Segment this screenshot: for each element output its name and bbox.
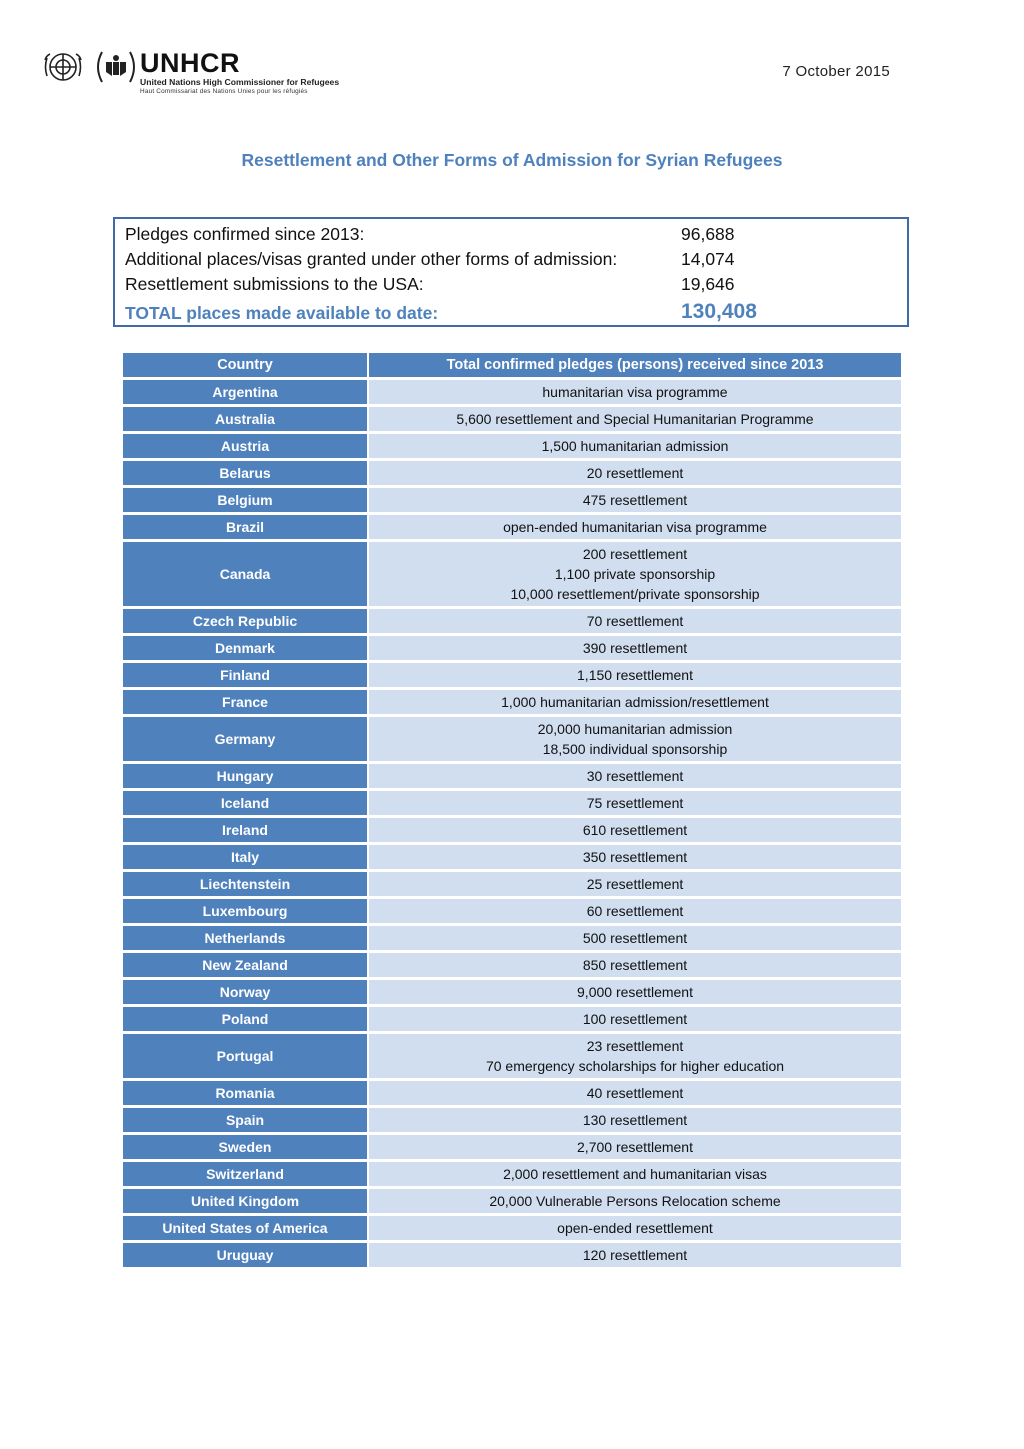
pledge-cell [369, 542, 901, 606]
pledge-cell [369, 818, 901, 842]
country-cell: Luxembourg [123, 899, 367, 923]
table-row [123, 461, 901, 485]
table-row [123, 1216, 901, 1240]
table-row [123, 899, 901, 923]
pledge-cell [369, 717, 901, 761]
pledge-cell [369, 380, 901, 404]
table-row [123, 690, 901, 714]
pledge-cell [369, 1081, 901, 1105]
pledge-line: 130 resettlement [582, 1112, 688, 1128]
pledge-line: 5,600 resettlement and Special Humanitarian Programme [456, 411, 814, 427]
country-cell: Australia [123, 407, 367, 431]
country-cell: United Kingdom [123, 1189, 367, 1213]
pledge-line: 10,000 resettlement/private sponsorship [510, 586, 760, 602]
country-cell: Germany [123, 717, 367, 761]
unhcr-wordmark: UNHCR [140, 48, 240, 78]
pledge-line: 9,000 resettlement [577, 984, 693, 1000]
summary-total-label: TOTAL places made available to date: [125, 303, 439, 323]
pledge-cell [369, 953, 901, 977]
summary-value: 96,688 [681, 224, 735, 244]
country-cell: Liechtenstein [123, 872, 367, 896]
pledge-line: open-ended resettlement [557, 1220, 713, 1236]
table-row [123, 1108, 901, 1132]
pledge-cell [369, 1189, 901, 1213]
pledge-line: 2,000 resettlement and humanitarian visas [503, 1166, 767, 1182]
country-cell: Austria [123, 434, 367, 458]
country-cell: Belgium [123, 488, 367, 512]
table-header-row [123, 353, 901, 377]
pledge-cell [369, 434, 901, 458]
table-row [123, 515, 901, 539]
country-cell: France [123, 690, 367, 714]
table-row [123, 791, 901, 815]
summary-box [113, 217, 909, 327]
pledge-cell [369, 636, 901, 660]
summary-label: Pledges confirmed since 2013: [125, 224, 365, 244]
country-cell: Ireland [123, 818, 367, 842]
pledge-line: 1,150 resettlement [577, 667, 693, 683]
pledge-cell [369, 1162, 901, 1186]
table-row [123, 1162, 901, 1186]
pledge-cell [369, 872, 901, 896]
pledge-line: 70 resettlement [586, 613, 684, 629]
pledge-cell [369, 515, 901, 539]
country-cell: Argentina [123, 380, 367, 404]
column-header-pledges: Total confirmed pledges (persons) received since 2013 [369, 353, 901, 377]
table-row [123, 1081, 901, 1105]
country-cell: Belarus [123, 461, 367, 485]
pledge-cell [369, 1034, 901, 1078]
summary-label: Additional places/visas granted under other forms of admission: [125, 249, 618, 269]
pledge-line: 20,000 Vulnerable Persons Relocation scheme [489, 1193, 781, 1209]
unhcr-logo [42, 46, 372, 98]
country-cell: Netherlands [123, 926, 367, 950]
country-cell: United States of America [123, 1216, 367, 1240]
summary-row-additional [125, 249, 905, 273]
pledge-line: 350 resettlement [582, 849, 688, 865]
pledge-line: 25 resettlement [586, 876, 684, 892]
pledge-line: 1,500 humanitarian admission [541, 438, 729, 454]
pledge-cell [369, 690, 901, 714]
table-row [123, 407, 901, 431]
pledge-line: 1,000 humanitarian admission/resettlement [501, 694, 769, 710]
pledge-line: 120 resettlement [582, 1247, 688, 1263]
un-emblem-icon [42, 48, 136, 86]
table-row [123, 1034, 901, 1078]
country-cell: New Zealand [123, 953, 367, 977]
pledge-cell [369, 1216, 901, 1240]
pledge-cell [369, 1243, 901, 1267]
table-body [123, 380, 901, 1267]
pledge-cell [369, 1007, 901, 1031]
summary-row-pledges [125, 224, 905, 248]
pledge-line: 1,100 private sponsorship [554, 566, 716, 582]
pledge-cell [369, 845, 901, 869]
pledge-cell [369, 663, 901, 687]
table-row [123, 953, 901, 977]
pledge-cell [369, 791, 901, 815]
country-cell: Brazil [123, 515, 367, 539]
country-cell: Iceland [123, 791, 367, 815]
pledge-line: 18,500 individual sponsorship [542, 741, 728, 757]
country-cell: Switzerland [123, 1162, 367, 1186]
table-row [123, 980, 901, 1004]
table-row [123, 380, 901, 404]
country-cell: Romania [123, 1081, 367, 1105]
document-title: Resettlement and Other Forms of Admission for Syrian Refugees [241, 150, 783, 170]
table-row [123, 663, 901, 687]
country-cell: Czech Republic [123, 609, 367, 633]
pledge-cell [369, 1108, 901, 1132]
country-cell: Portugal [123, 1034, 367, 1078]
summary-label: Resettlement submissions to the USA: [125, 274, 424, 294]
pledge-line: 610 resettlement [582, 822, 688, 838]
table-row [123, 818, 901, 842]
country-cell: Finland [123, 663, 367, 687]
country-cell: Italy [123, 845, 367, 869]
pledge-cell [369, 461, 901, 485]
table-row [123, 1243, 901, 1267]
table-row [123, 1007, 901, 1031]
pledge-line: 200 resettlement [582, 546, 688, 562]
pledge-line: 500 resettlement [582, 930, 688, 946]
column-header-country: Country [123, 353, 367, 377]
pledge-line: 75 resettlement [586, 795, 684, 811]
pledge-line: 70 emergency scholarships for higher education [485, 1058, 785, 1074]
pledge-line: 850 resettlement [582, 957, 688, 973]
pledge-line: 60 resettlement [586, 903, 684, 919]
pledge-line: 475 resettlement [582, 492, 688, 508]
country-cell: Denmark [123, 636, 367, 660]
pledge-line: 20 resettlement [586, 465, 684, 481]
table-row [123, 609, 901, 633]
country-cell: Sweden [123, 1135, 367, 1159]
pledge-cell [369, 609, 901, 633]
summary-total-value: 130,408 [681, 300, 757, 323]
pledge-line: 30 resettlement [586, 768, 684, 784]
pledges-table [121, 350, 903, 1270]
country-cell: Spain [123, 1108, 367, 1132]
pledge-cell [369, 488, 901, 512]
country-cell: Uruguay [123, 1243, 367, 1267]
country-cell: Hungary [123, 764, 367, 788]
summary-value: 19,646 [681, 274, 735, 294]
pledge-line: 40 resettlement [586, 1085, 684, 1101]
pledge-cell [369, 764, 901, 788]
pledge-cell [369, 926, 901, 950]
pledge-line: 20,000 humanitarian admission [537, 721, 733, 737]
table-row [123, 717, 901, 761]
table-row [123, 542, 901, 606]
country-cell: Poland [123, 1007, 367, 1031]
table-row [123, 1135, 901, 1159]
table-row [123, 434, 901, 458]
country-cell: Norway [123, 980, 367, 1004]
table-row [123, 488, 901, 512]
unhcr-name-english: United Nations High Commissioner for Refugees [140, 77, 340, 87]
pledge-line: open-ended humanitarian visa programme [503, 519, 767, 535]
pledge-line: 23 resettlement [586, 1038, 684, 1054]
pledge-cell [369, 980, 901, 1004]
table-row [123, 845, 901, 869]
table-row [123, 1189, 901, 1213]
pledge-cell [369, 407, 901, 431]
pledge-line: 100 resettlement [582, 1011, 688, 1027]
summary-row-usa [125, 274, 905, 298]
table-row [123, 926, 901, 950]
pledge-line: humanitarian visa programme [542, 384, 728, 400]
document-date: 7 October 2015 [782, 63, 890, 80]
table-row [123, 636, 901, 660]
summary-value: 14,074 [681, 249, 735, 269]
country-cell: Canada [123, 542, 367, 606]
pledge-cell [369, 1135, 901, 1159]
summary-row-total [125, 300, 905, 327]
pledge-line: 390 resettlement [582, 640, 688, 656]
table-row [123, 764, 901, 788]
table-row [123, 872, 901, 896]
pledge-cell [369, 899, 901, 923]
pledge-line: 2,700 resettlement [577, 1139, 693, 1155]
unhcr-name-french: Haut Commissariat des Nations Unies pour les réfugiés [140, 88, 308, 95]
